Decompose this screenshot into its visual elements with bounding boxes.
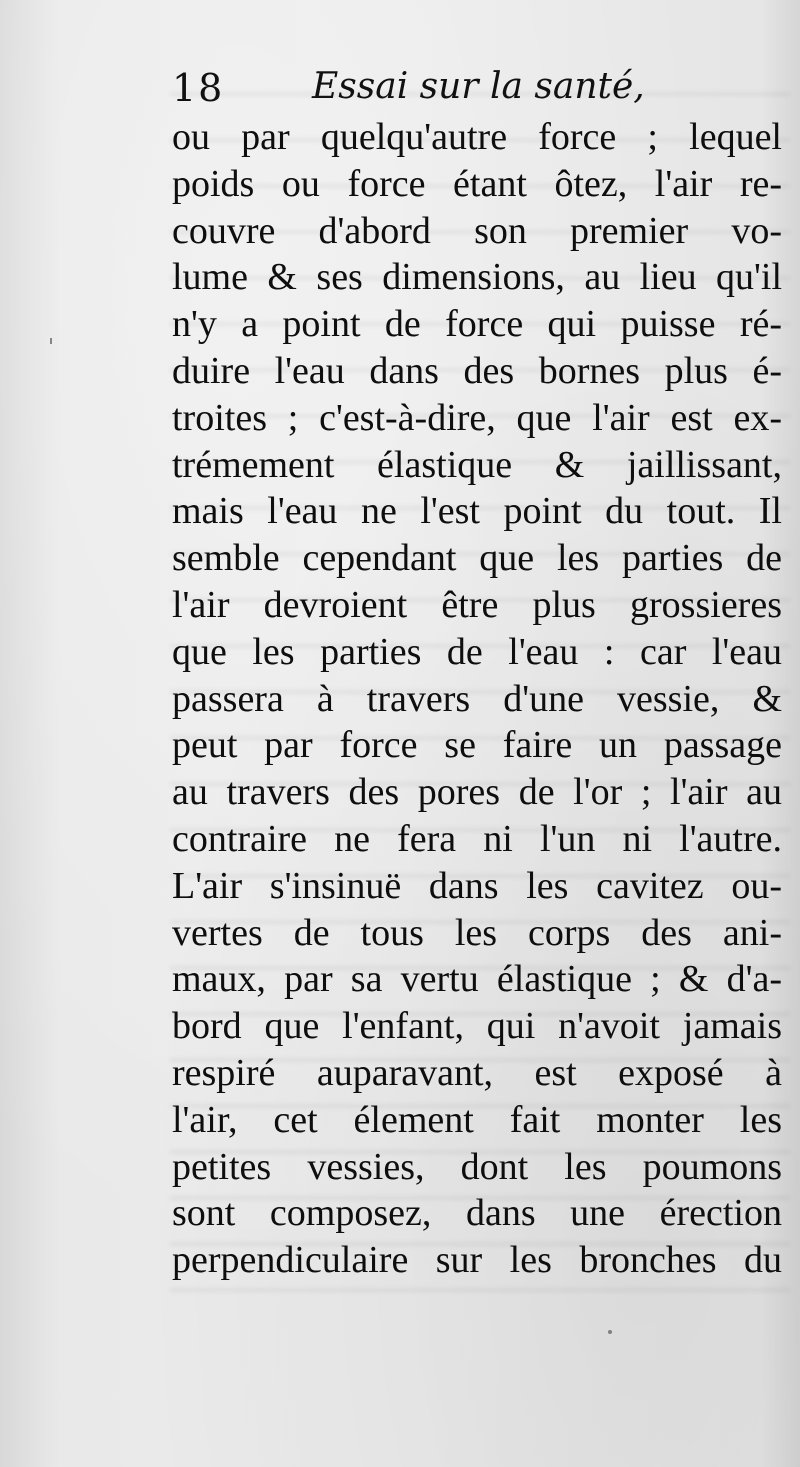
page-number: 18 xyxy=(172,66,225,110)
text-line: bord que l'enfant, qui n'avoit jamais xyxy=(172,1005,782,1048)
text-line: vertes de tous les corps des ani- xyxy=(172,911,782,954)
text-line: poids ou force étant ôtez, l'air re- xyxy=(172,162,782,205)
text-line: duire l'eau dans des bornes plus é- xyxy=(172,349,782,392)
text-line: l'air devroient être plus grossieres xyxy=(172,583,782,626)
text-line: sont composez, dans une érection xyxy=(172,1192,782,1235)
body-text xyxy=(172,114,782,1284)
text-line: mais l'eau ne l'est point du tout. Il xyxy=(172,490,782,533)
text-line: petites vessies, dont les poumons xyxy=(172,1145,782,1188)
text-line: contraire ne fera ni l'un ni l'autre. xyxy=(172,817,782,860)
text-line: ou par quelqu'autre force ; lequel xyxy=(172,116,782,158)
text-line: troites ; c'est-à-dire, que l'air est ex- xyxy=(172,396,782,439)
text-line: n'y a point de force qui puisse ré- xyxy=(172,303,782,346)
text-line: lume & ses dimensions, au lieu qu'il xyxy=(172,256,782,299)
text-line: trémement élastique & jaillissant, xyxy=(172,443,782,486)
text-line: L'air s'insinuë dans les cavitez ou- xyxy=(172,864,782,907)
ink-speck xyxy=(50,338,52,344)
text-line: l'air, cet élement fait monter les xyxy=(172,1098,782,1141)
text-line: respiré auparavant, est exposé à xyxy=(172,1051,782,1094)
text-line: que les parties de l'eau : car l'eau xyxy=(172,630,782,673)
text-line: semble cependant que les parties de xyxy=(172,537,782,580)
ink-speck xyxy=(608,1330,612,1334)
text-line: peut par force se faire un passage xyxy=(172,724,782,767)
text-line: passera à travers d'une vessie, & xyxy=(172,677,782,720)
page-header xyxy=(172,66,792,118)
running-title: Essai sur la santé, xyxy=(312,66,645,107)
text-line: couvre d'abord son premier vo- xyxy=(172,209,782,252)
text-line: au travers des pores de l'or ; l'air au xyxy=(172,771,782,814)
text-line: maux, par sa vertu élastique ; & d'a- xyxy=(172,958,782,1001)
text-line: perpendiculaire sur les bronches du xyxy=(172,1239,782,1282)
